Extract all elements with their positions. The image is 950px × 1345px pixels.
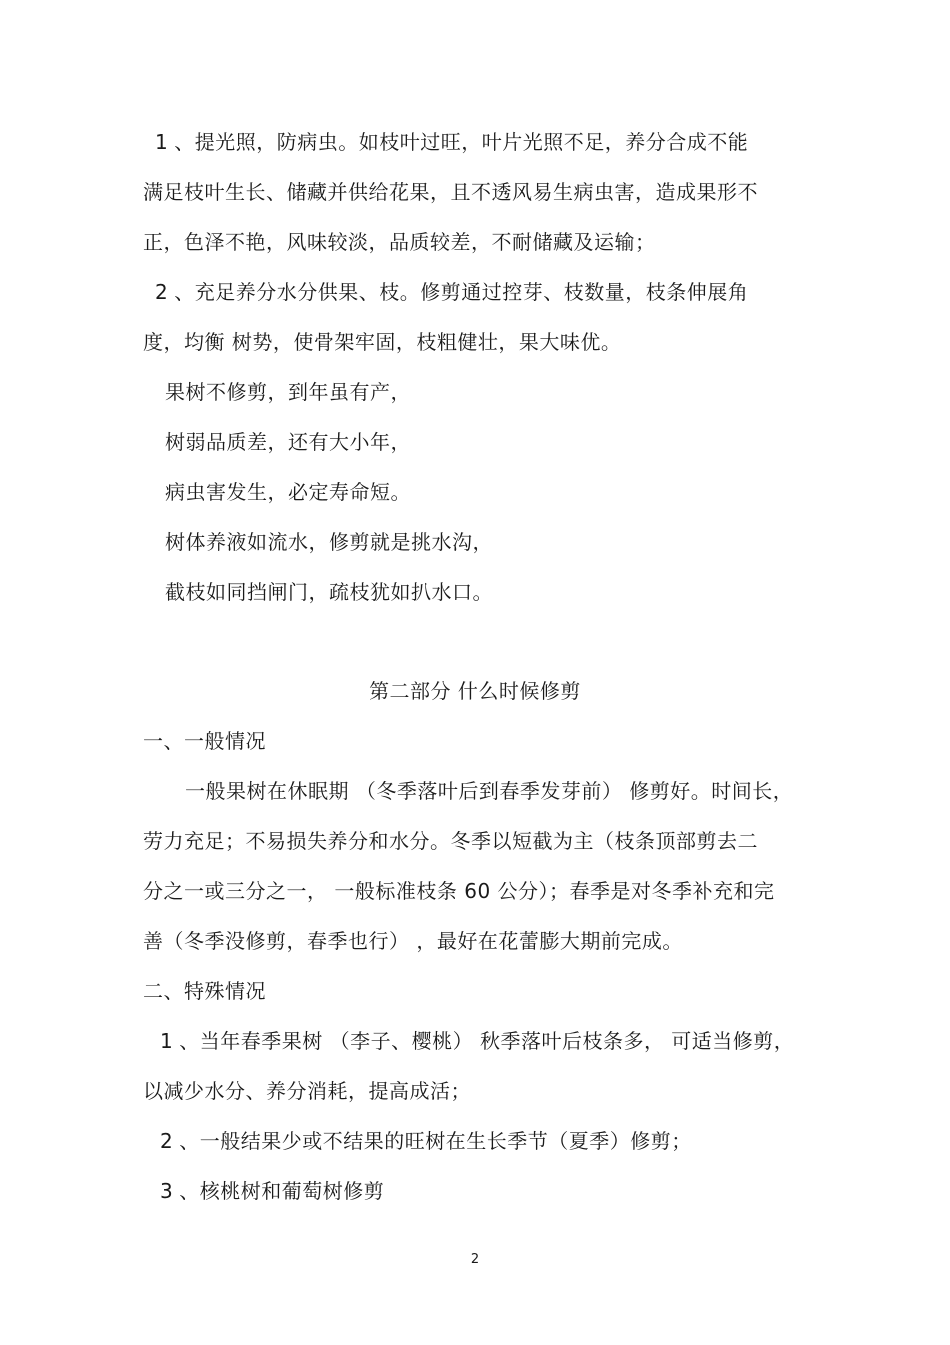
item1-line2: 满足枝叶生长、储藏并供给花果，且不透风易生病虫害，造成果形不 [143, 180, 758, 204]
page-number: 2 [470, 1252, 480, 1267]
item2-line2: 度，均衡 树势，使骨架牢固，枝粗健壮，果大味优。 [143, 330, 622, 354]
item2-line1 [155, 279, 748, 305]
general-paragraph-line: 分之一或三分之一， 一般标准枝条 60 公分）；春季是对冬季补充和完 [143, 879, 775, 903]
special-item1-line1 [160, 1028, 794, 1054]
special-heading: 二、特殊情况 [143, 979, 266, 1003]
special-item1-number: 1 [160, 1029, 174, 1053]
special-item3-number: 3 [160, 1179, 174, 1203]
general-paragraph-line: 劳力充足；不易损失养分和水分。冬季以短截为主（枝条顶部剪去二 [143, 829, 758, 853]
special-item2-text: 、一般结果少或不结果的旺树在生长季节（夏季）修剪； [179, 1129, 692, 1153]
general-paragraph-line: 善（冬季没修剪，春季也行） ，最好在花蕾膨大期前完成。 [143, 929, 683, 953]
verse-line: 截枝如同挡闸门，疏枝犹如扒水口。 [165, 580, 493, 604]
special-item1-line2: 以减少水分、养分消耗，提高成活； [143, 1079, 471, 1103]
item1-text: 、提光照，防病虫。如枝叶过旺，叶片光照不足，养分合成不能 [174, 130, 749, 154]
item2-text: 、充足养分水分供果、枝。修剪通过控芽、枝数量，枝条伸展角 [174, 280, 749, 304]
part2-title: 第二部分 什么时候修剪 [369, 679, 581, 703]
verse-line: 树弱品质差，还有大小年， [165, 430, 411, 454]
item2-number: 2 [155, 280, 169, 304]
item1-line3: 正，色泽不艳，风味较淡，品质较差，不耐储藏及运输； [143, 230, 656, 254]
verse-line: 树体养液如流水，修剪就是挑水沟， [165, 530, 493, 554]
general-paragraph-line: 一般果树在休眠期 （冬季落叶后到春季发芽前） 修剪好。时间长， [185, 779, 794, 803]
special-item3-line1 [160, 1178, 384, 1204]
verse-line: 病虫害发生，必定寿命短。 [165, 480, 411, 504]
special-item3-text: 、核桃树和葡萄树修剪 [179, 1179, 385, 1203]
item1-line1 [155, 129, 748, 155]
special-item2-line1 [160, 1128, 692, 1154]
special-item1-text: 、当年春季果树 （李子、樱桃） 秋季落叶后枝条多， 可适当修剪， [179, 1029, 795, 1053]
verse-line: 果树不修剪，到年虽有产， [165, 380, 411, 404]
item1-number: 1 [155, 130, 169, 154]
general-heading: 一、一般情况 [143, 729, 266, 753]
special-item2-number: 2 [160, 1129, 174, 1153]
